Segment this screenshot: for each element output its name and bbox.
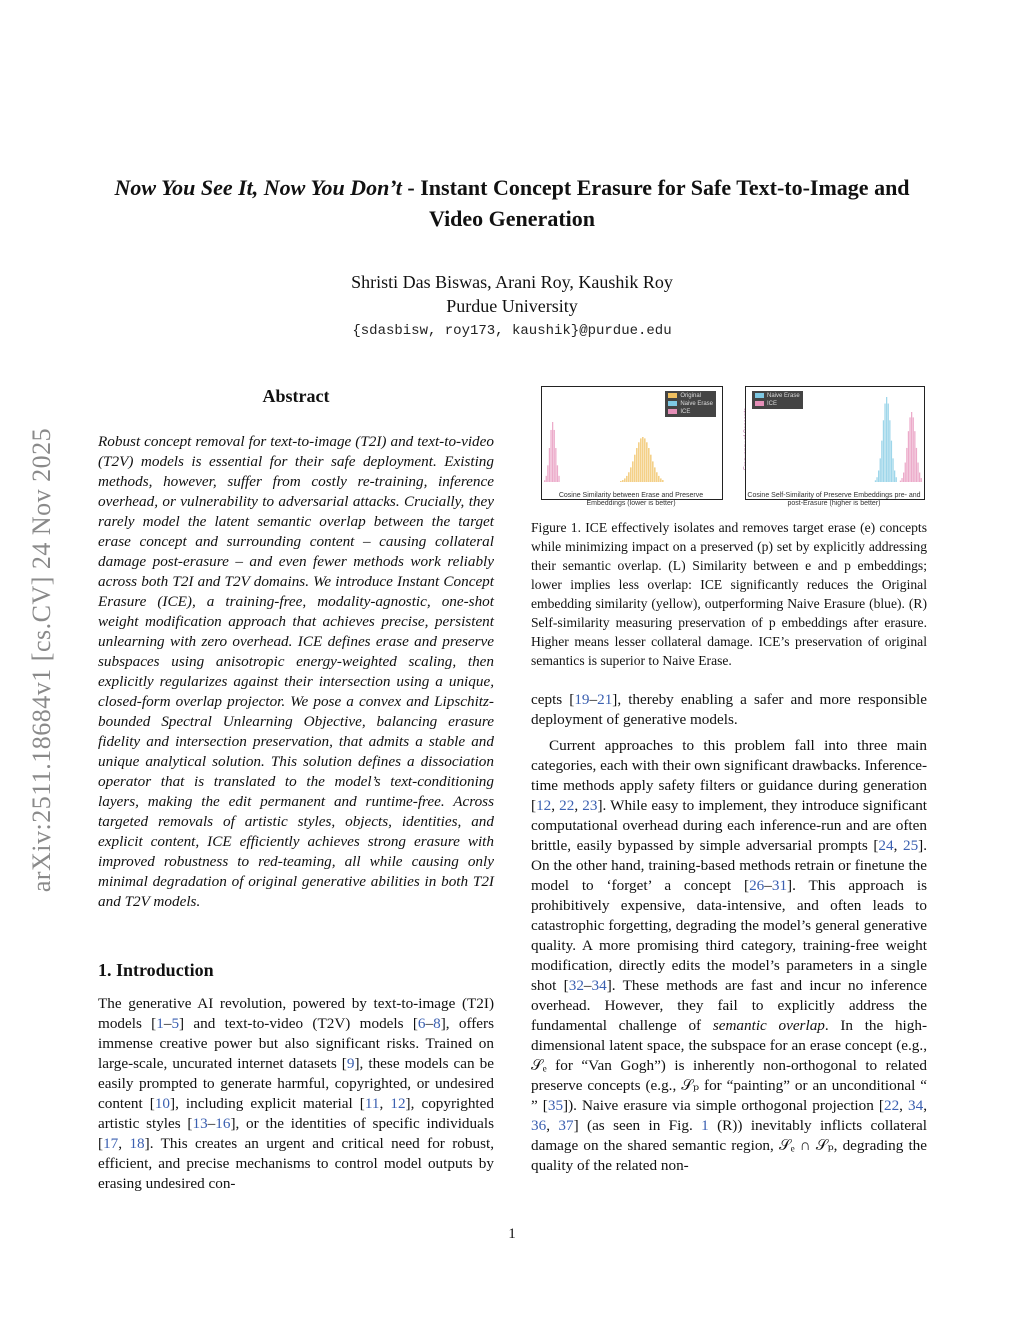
- histogram-bar: [911, 412, 912, 482]
- histogram-bar: [555, 448, 556, 482]
- citation-link[interactable]: 31: [771, 877, 788, 894]
- histogram-bar: [644, 438, 646, 482]
- histogram-bar: [881, 441, 882, 482]
- citation-link[interactable]: 23: [582, 797, 598, 814]
- citation-link[interactable]: 8: [433, 1015, 441, 1032]
- histogram-bar: [547, 465, 548, 482]
- histogram-bar: [549, 448, 550, 482]
- citation-link[interactable]: 1: [156, 1015, 164, 1032]
- histogram-bar: [660, 478, 662, 482]
- histogram-bar: [626, 476, 628, 482]
- author-names: Shristi Das Biswas, Arani Roy, Kaushik Roy: [351, 272, 673, 292]
- citation-link[interactable]: 17: [103, 1135, 119, 1152]
- citation-link[interactable]: 25: [902, 837, 919, 854]
- figure-right-panel: [745, 386, 925, 500]
- citation-link[interactable]: 12: [390, 1095, 406, 1112]
- citation-link[interactable]: 34: [591, 977, 607, 994]
- histogram-bar: [546, 476, 547, 482]
- histogram-bar: [628, 472, 630, 482]
- citation-link[interactable]: 5: [171, 1015, 180, 1032]
- histogram-bar: [891, 441, 892, 482]
- histogram-bar: [892, 458, 893, 482]
- page-number: 1: [508, 1226, 516, 1242]
- citation-link[interactable]: 12: [536, 797, 552, 814]
- figure-reference-link[interactable]: 1: [701, 1117, 709, 1134]
- histogram-bar: [896, 477, 897, 482]
- histogram-bar: [648, 448, 650, 482]
- histogram-bar: [913, 417, 914, 482]
- affiliation: Purdue University: [446, 296, 578, 316]
- paragraph-current-approaches: Current approaches to this problem fall into three main categories, each with their own significant drawbacks. Inference-time methods apply safety filters or guidance during generation [12, 22, 23]. While easy to implement, they introduce significant computational overhead during each inference-run and are often brittle, easily bypassed by simple adversarial prompts [24, 25]. On the other hand, training-based methods retrain or finetune the model to ‘forget’ a concept [26–31]. This approach is prohibitively expensive, data-intensive, and often leads to catastrophic forgetting, degrading the model’s general generative quality. A more promising third category, training-free weight modification, directly edits the model’s parameters in a single shot [32–34]. These methods are fast and incur no inference overhead. However, they fail to explicitly address the fundamental challenge of semantic overlap. In the high-dimensional latent space, the subspace for an erase concept (e.g., 𝒮ₑ for “Van Gogh”) is inherently non-orthogonal to related preserve concepts (e.g., 𝒮ₚ for “painting” or an unconditional “ ” [35]). Naive erasure via simple orthogonal projection [22, 34, 36, 37] (as seen in Fig. 1 (R)) inevitably inflicts collateral damage on the shared semantic region, 𝒮ₑ ∩ 𝒮ₚ, degrading the quality of the related non-: [531, 737, 928, 1174]
- histogram-bar: [916, 448, 917, 482]
- figure-caption-text: Figure 1. ICE effectively isolates and removes target erase (e) concepts while minimizing impact on a preserved (p) set by explicitly addressing their semantic overlap. (L) Similarity between e and p embeddings; lower implies less overlap: ICE significantly reduces the Original embedding similarity (yellow), outperforming Naive Erasure (blue). (R) Self-similarity measuring preservation of p embeddings after erasure. Higher means lesser collateral damage. ICE’s preservation of original semantics is superior to Naive Erase.: [531, 520, 927, 668]
- histogram-bar: [636, 448, 638, 482]
- abstract-heading: Abstract: [262, 386, 330, 406]
- histogram-bar: [914, 431, 915, 482]
- histogram-bar: [622, 480, 624, 482]
- citation-link[interactable]: 34: [908, 1097, 924, 1114]
- histogram-bar: [554, 430, 555, 482]
- figure-right-legend: Naive Erase ICE: [752, 391, 803, 409]
- histogram-bar: [903, 473, 904, 482]
- histogram-bar: [917, 463, 918, 482]
- figure-left-xlabel: Cosine Similarity between Erase and Preserve Embeddings (lower is better): [558, 492, 704, 507]
- histogram-bar: [876, 477, 877, 482]
- histogram-bar: [875, 480, 876, 482]
- histogram-bar: [634, 455, 636, 482]
- histogram-bar: [620, 481, 622, 482]
- histogram-bar: [905, 463, 906, 482]
- histogram-bar: [662, 480, 664, 482]
- citation-link[interactable]: 19: [574, 691, 590, 708]
- histogram-bar: [900, 481, 901, 482]
- email: {sdasbisw, roy173, kaushik}@purdue.edu: [352, 323, 672, 339]
- histogram-bar: [889, 420, 890, 482]
- histogram-bar: [921, 478, 922, 482]
- histogram-bar: [558, 476, 559, 482]
- histogram-bar: [646, 442, 648, 482]
- histogram-bar: [656, 472, 658, 482]
- figure-1: [531, 386, 927, 512]
- histogram-bar: [886, 397, 887, 482]
- citation-link[interactable]: 35: [547, 1097, 564, 1114]
- histogram-bar: [883, 420, 884, 482]
- histogram-bar: [557, 465, 558, 482]
- introduction-paragraph: The generative AI revolution, powered by text-to-image (T2I) models [1–5] and text-to-video (T2V) models [6–8], offers immense creative power but also significant risks. Trained on large-scale, uncurated internet datasets [9], these models can be easily prompted to generate harmful, copyrighted, or undesired content [10], including explicit material [11, 12], copyrighted artistic styles [13–16], or the identities of specific individuals [17, 18]. This creates an urgent and critical need for robust, efficient, and precise mechanisms to control model outputs by erasing undesired con-: [98, 995, 495, 1192]
- histogram-bar: [901, 478, 902, 482]
- citation-link[interactable]: 36: [531, 1117, 547, 1134]
- histogram-bar: [624, 478, 626, 482]
- histogram-bar: [550, 430, 551, 482]
- abstract-text: Robust concept removal for text-to-image (T2I) and text-to-video (T2V) models is essential for their safe deployment. Existing methods, however, suffer from costly re-training, inference overhead, or vulnerability to adversarial attacks. Crucially, they rarely model the latent semantic overlap between the target erase concept and surrounding content – causing collateral damage post-erasure – and even fewer methods work reliably across both T2I and T2V domains. We introduce Instant Concept Erasure (ICE), a training-free, modality-agnostic, one-shot weight modification approach that achieves precise, persistent unlearning with zero overhead. ICE defines erase and preserve subspaces using anisotropic energy-weighted scaling, then explicitly regularizes against their intersection using a unique, closed-form overlap projector. We pose a convex and Lipschitz-bounded Spectral Unlearning Objective, balancing erasure fidelity and intersection preservation, that admits a stable and unique analytical solution. This solution defines a dissociation operator that is translated to the model’s text-conditioning layers, making the edit permanent and runtime-free. Across targeted removals of artistic styles, objects, identities, and explicit content, ICE efficiently achieves strong erasure with improved robustness to red-teaming, all while causing only minimal degradation of original generative abilities in both T2I and T2V models.: [98, 433, 494, 910]
- figure-left-panel: [541, 386, 723, 500]
- figure-right-xlabel: Cosine Self-Similarity of Preserve Embeddings pre- and post-Erasure (higher is better): [747, 492, 921, 507]
- histogram-bar: [909, 417, 910, 482]
- paragraph-continued: cepts [19–21], thereby enabling a safer and more responsible deployment of generative models.: [531, 691, 927, 728]
- citation-link[interactable]: 26: [749, 877, 765, 894]
- histogram-bar: [640, 438, 642, 482]
- abstract-body: [98, 432, 494, 912]
- histogram-bar: [884, 404, 885, 482]
- histogram-bar: [630, 467, 632, 482]
- section-heading-introduction: 1. Introduction: [98, 960, 214, 980]
- citation-link[interactable]: 21: [597, 691, 613, 708]
- arxiv-id: arXiv:2511.18684v1 [cs.CV] 24 Nov 2025: [27, 427, 56, 893]
- citation-link[interactable]: 16: [215, 1115, 231, 1132]
- histogram-bar: [654, 467, 656, 482]
- title-italic: Now You See It, Now You Don’t: [114, 175, 402, 200]
- histogram-bar: [638, 442, 640, 482]
- histogram-bar: [658, 476, 660, 482]
- citation-link[interactable]: 22: [883, 1097, 900, 1114]
- figure-caption: [531, 518, 927, 670]
- arxiv-sidebar: [22, 360, 62, 960]
- citation-link[interactable]: 24: [878, 837, 894, 854]
- histogram-bar: [894, 470, 895, 482]
- histogram-bar: [544, 480, 545, 482]
- histogram-bar: [652, 461, 654, 482]
- histogram-bar: [880, 458, 881, 482]
- citation-link[interactable]: 10: [154, 1095, 171, 1112]
- histogram-bar: [888, 404, 889, 482]
- histogram-bar: [919, 473, 920, 482]
- figure-left-legend: Original Naive Erase ICE: [665, 391, 716, 417]
- citation-link[interactable]: 32: [568, 977, 584, 994]
- histogram-bar: [552, 422, 553, 482]
- histogram-bar: [878, 470, 879, 482]
- histogram-bar: [908, 431, 909, 482]
- citation-link[interactable]: 22: [559, 797, 575, 814]
- citation-link[interactable]: 13: [192, 1115, 208, 1132]
- citation-link[interactable]: 18: [129, 1135, 145, 1152]
- histogram-bar: [650, 455, 652, 482]
- paper-title: [90, 172, 934, 234]
- citation-link[interactable]: 11: [364, 1095, 380, 1112]
- title-rest: - Instant Concept Erasure for Safe Text-to-Image and Video Generation: [401, 175, 910, 231]
- histogram-bar: [632, 461, 634, 482]
- histogram-bar: [906, 448, 907, 482]
- citation-link[interactable]: 9: [346, 1055, 355, 1072]
- citation-link[interactable]: 37: [558, 1117, 574, 1134]
- citation-link[interactable]: 6: [417, 1015, 426, 1032]
- histogram-bar: [642, 437, 644, 482]
- right-column-text: [531, 690, 927, 1176]
